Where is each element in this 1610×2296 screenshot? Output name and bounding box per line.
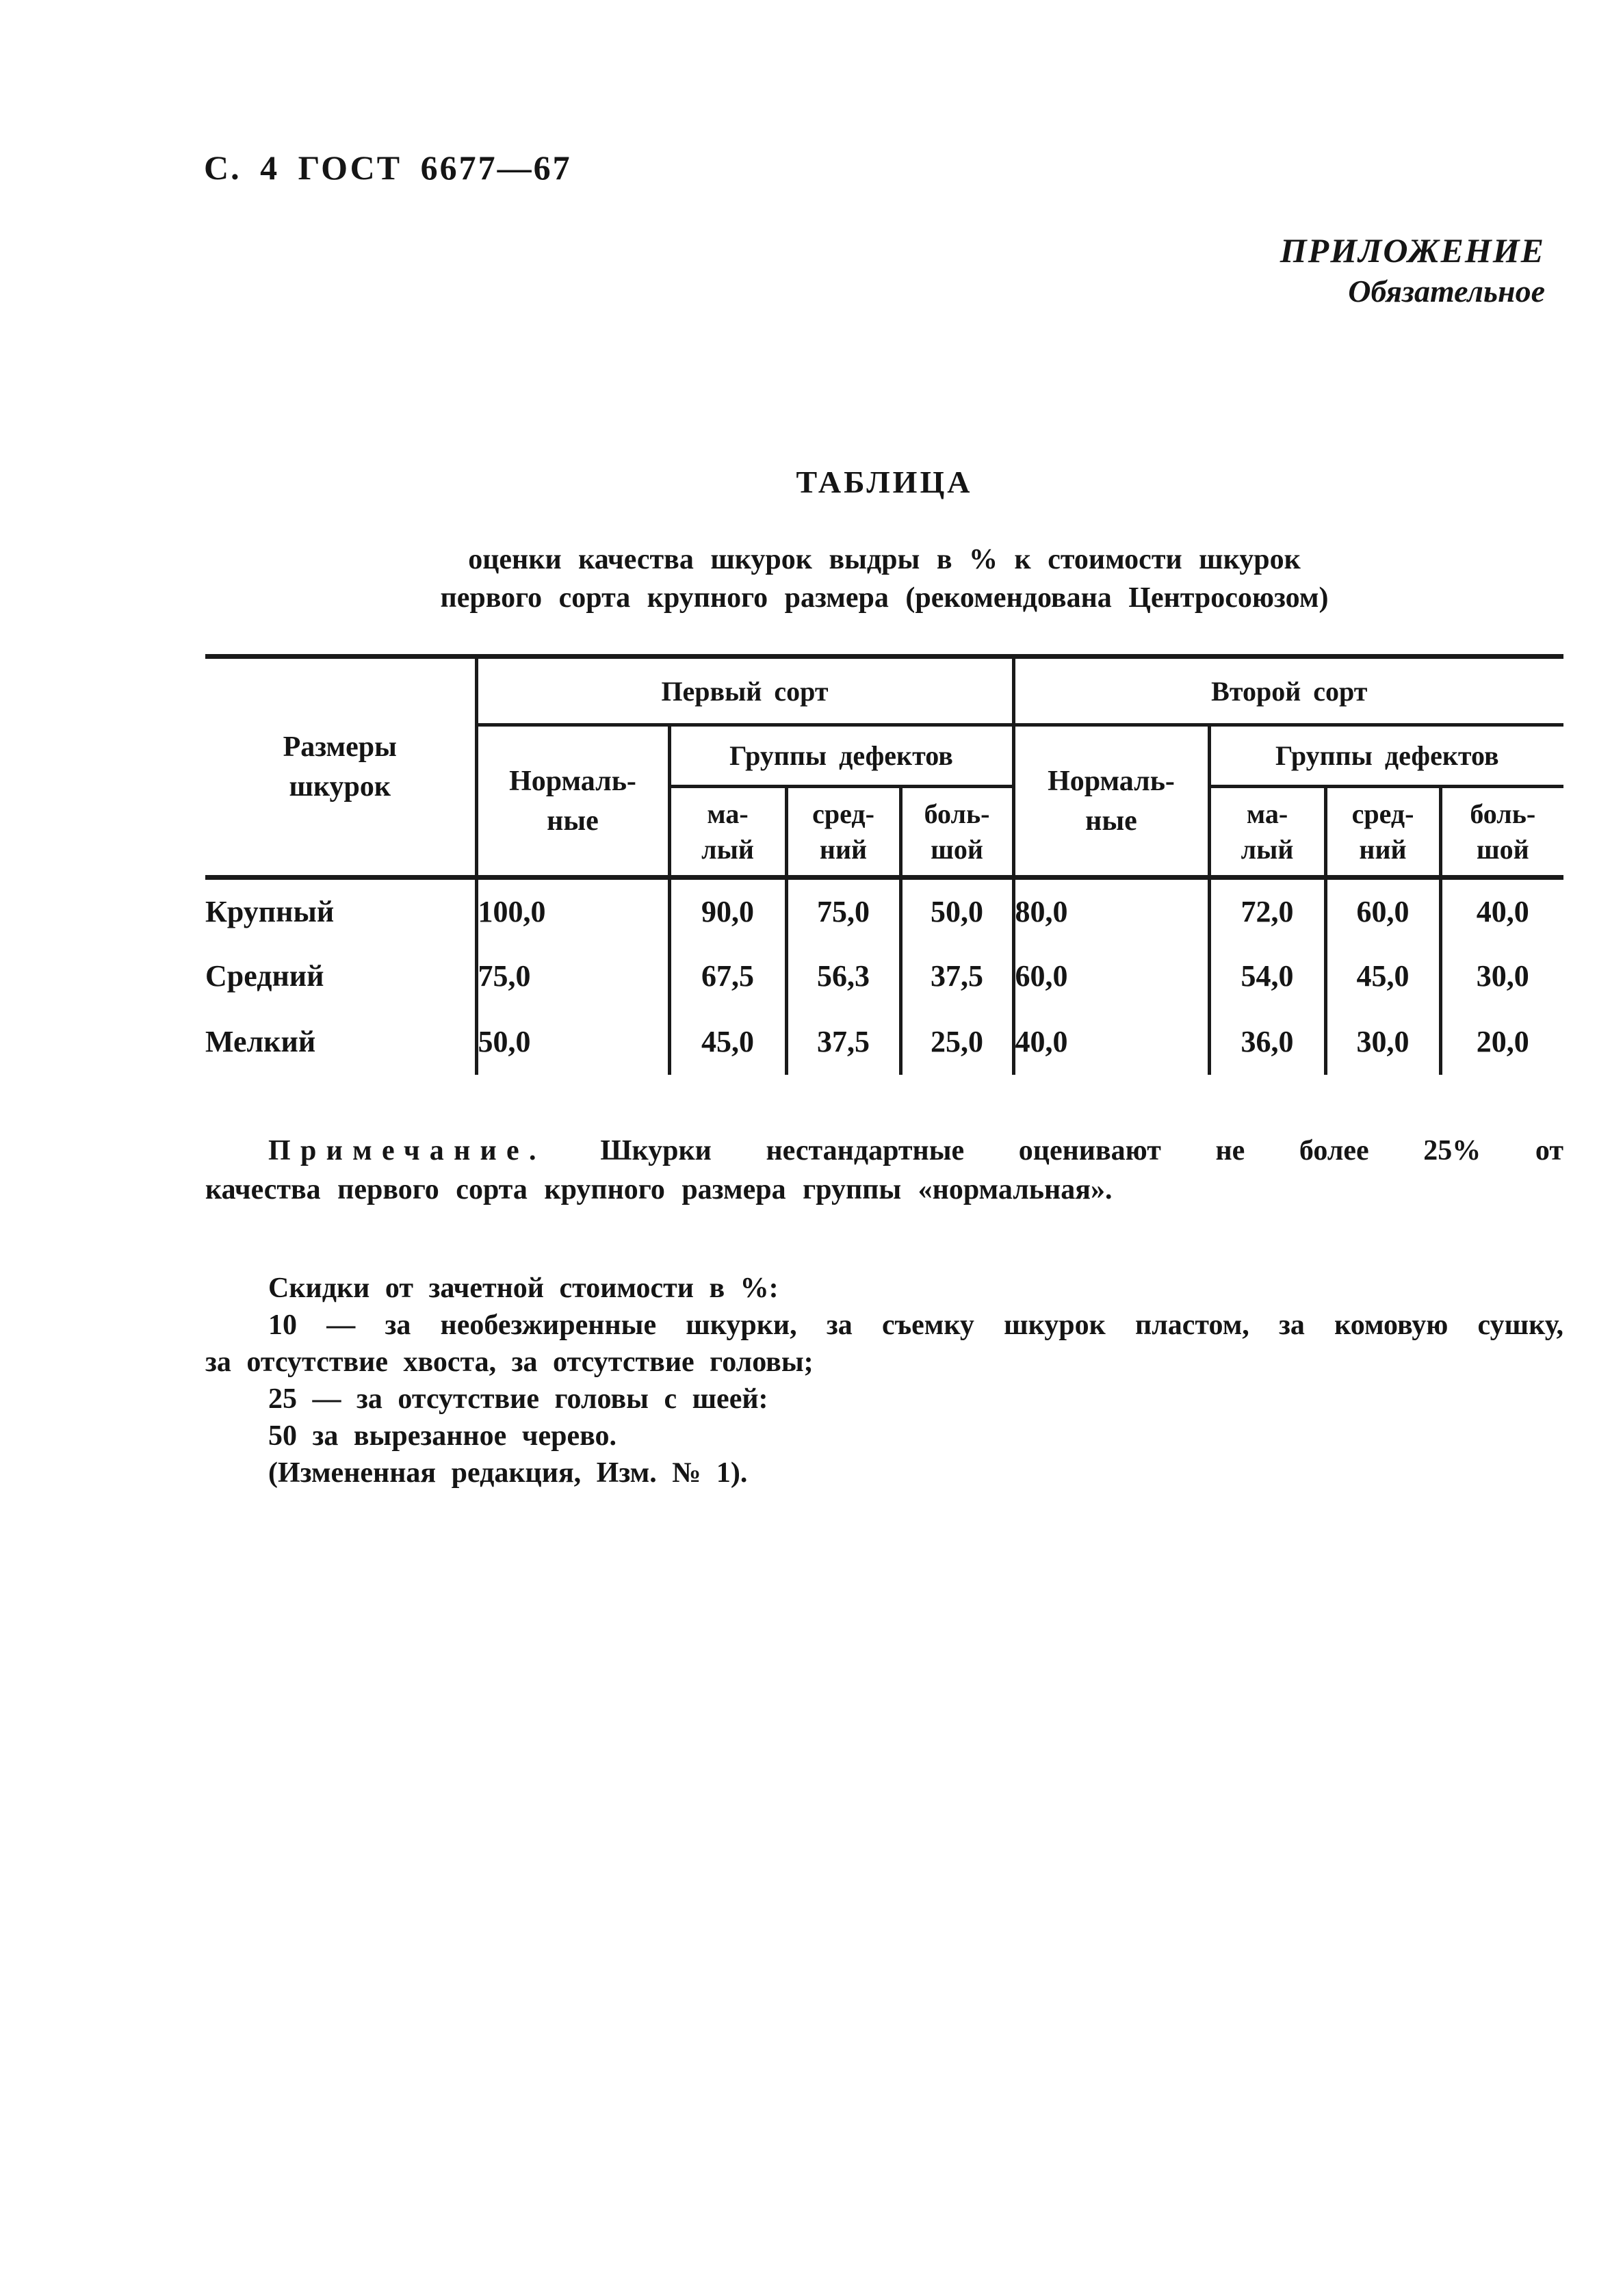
discounts-block — [205, 1270, 1563, 1491]
value-cell: 90,0 — [669, 878, 786, 943]
table-title: ТАБЛИЦА — [796, 465, 973, 499]
table-subtitle-line1: оценки качества шкурок выдры в % к стоимости шкурок — [468, 544, 1301, 575]
defect-mid-header-first-sort: сред- ний — [786, 787, 900, 878]
defect-big-header-second-sort: боль- шой — [1440, 787, 1563, 878]
defect-small-header-second-sort: ма- лый — [1209, 787, 1325, 878]
first-sort-header: Первый сорт — [476, 657, 1013, 725]
value-cell: 37,5 — [786, 1009, 900, 1075]
note-paragraph — [205, 1132, 1563, 1210]
grading-table — [205, 654, 1563, 1075]
value-cell: 30,0 — [1476, 959, 1529, 993]
value-cell: 60,0 — [1013, 943, 1209, 1009]
amendment-note: (Измененная редакция, Изм. № 1). — [268, 1457, 748, 1489]
page-header: С. 4 ГОСТ 6677—67 — [204, 148, 572, 187]
defect-mid-header-second-sort: сред- ний — [1325, 787, 1440, 878]
normal-header-first-sort: Нормаль- ные — [476, 725, 669, 878]
value-cell: 45,0 — [669, 1009, 786, 1075]
annex-subtitle: Обязательное — [1348, 274, 1545, 309]
value-cell: 60,0 — [1325, 878, 1440, 943]
value-cell: 20,0 — [1476, 1025, 1529, 1058]
table-row — [205, 943, 1563, 1009]
value-cell: 25,0 — [900, 1009, 1013, 1075]
value-cell: 80,0 — [1013, 878, 1209, 943]
normal-header-second-sort: Нормаль- ные — [1013, 725, 1209, 878]
note-line1-text: Шкурки нестандартные оценивают не более 25% от — [600, 1135, 1563, 1166]
size-cell: Мелкий — [205, 1009, 476, 1075]
note-label: Примечание. — [268, 1135, 546, 1166]
value-cell: 56,3 — [786, 943, 900, 1009]
discount-25: 25 — за отсутствие головы с шеей: — [268, 1383, 768, 1415]
table-subtitle — [192, 540, 1577, 617]
value-cell: 54,0 — [1209, 943, 1325, 1009]
second-sort-header: Второй сорт — [1013, 657, 1563, 725]
value-cell: 100,0 — [476, 878, 669, 943]
value-cell: 30,0 — [1325, 1009, 1440, 1075]
value-cell: 40,0 — [1013, 1009, 1209, 1075]
size-header-line1: Размеры — [283, 731, 397, 763]
value-cell: 45,0 — [1325, 943, 1440, 1009]
table-subtitle-line2: первого сорта крупного размера (рекомендована Центросоюзом) — [440, 582, 1329, 614]
size-cell: Крупный — [205, 878, 476, 943]
value-cell: 50,0 — [900, 878, 1013, 943]
value-cell: 72,0 — [1209, 878, 1325, 943]
size-header-line2: шкурок — [289, 771, 391, 803]
note-line1 — [205, 1132, 1563, 1171]
defects-header-second-sort: Группы дефектов — [1209, 725, 1563, 787]
discount-50: 50 за вырезанное черево. — [268, 1420, 616, 1452]
annex-block — [1280, 230, 1545, 312]
discount-10-line2: за отсутствие хвоста, за отсутствие головы; — [205, 1346, 814, 1378]
defects-header-first-sort: Группы дефектов — [669, 725, 1013, 787]
discount-10-line1: 10 — за необезжиренные шкурки, за съемку шкурок пластом, за комовую сушку, — [268, 1309, 1563, 1341]
note-line2: качества первого сорта крупного размера группы «нормальная». — [205, 1174, 1113, 1205]
value-cell: 40,0 — [1476, 894, 1529, 928]
size-column-header — [205, 657, 476, 878]
value-cell: 50,0 — [476, 1009, 669, 1075]
defect-small-header-first-sort: ма- лый — [669, 787, 786, 878]
annex-title: ПРИЛОЖЕНИЕ — [1280, 231, 1545, 270]
size-cell: Средний — [205, 943, 476, 1009]
value-cell: 36,0 — [1209, 1009, 1325, 1075]
value-cell: 37,5 — [900, 943, 1013, 1009]
table-row — [205, 1009, 1563, 1075]
value-cell: 67,5 — [669, 943, 786, 1009]
defect-big-header-first-sort: боль- шой — [900, 787, 1013, 878]
discounts-title: Скидки от зачетной стоимости в %: — [268, 1273, 779, 1304]
value-cell: 75,0 — [786, 878, 900, 943]
value-cell: 75,0 — [476, 943, 669, 1009]
table-row — [205, 878, 1563, 943]
